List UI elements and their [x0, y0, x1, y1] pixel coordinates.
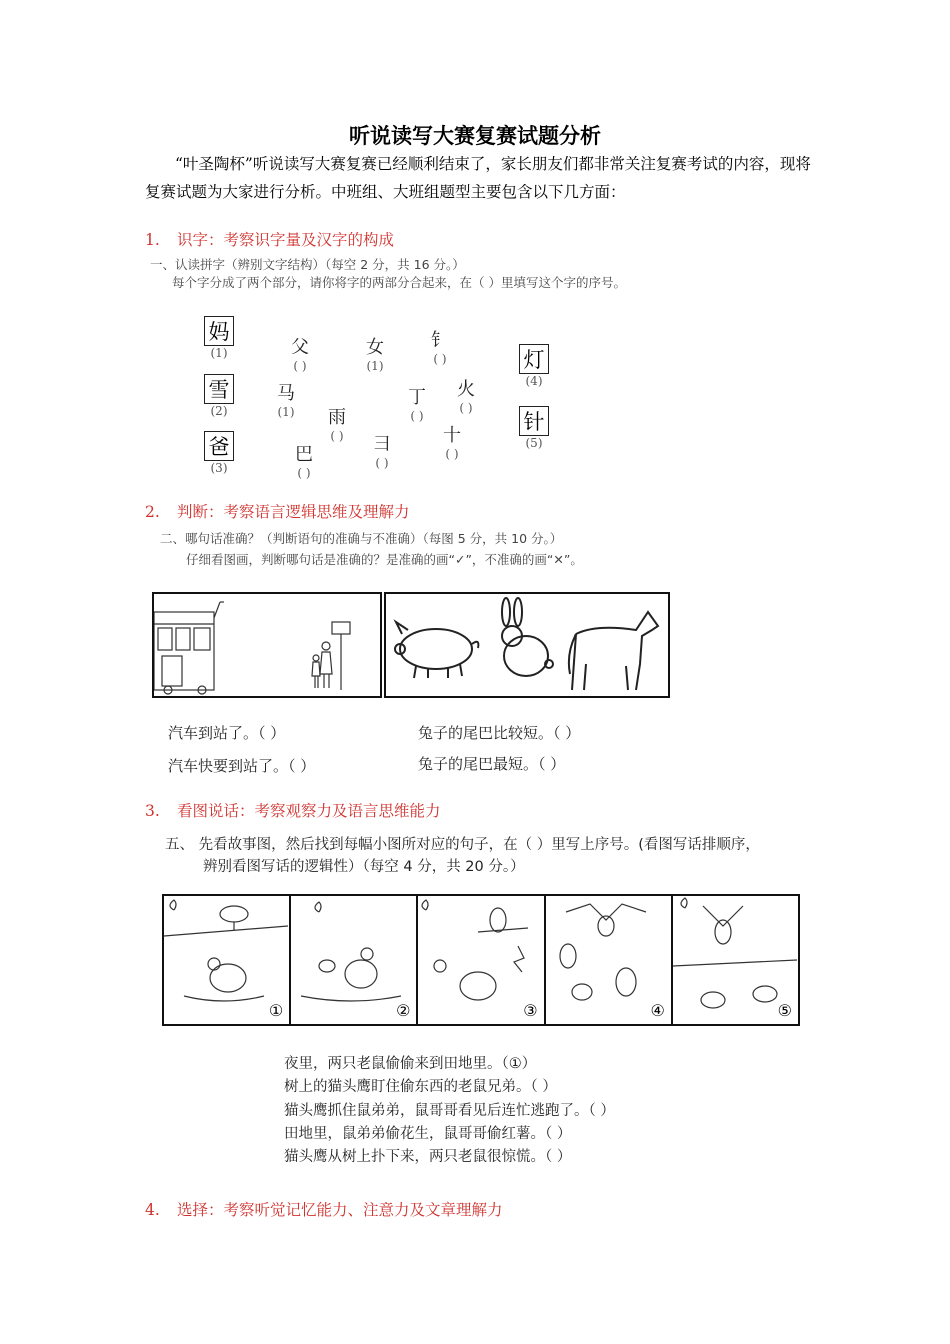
pig-rabbit-horse-illustration — [386, 594, 668, 696]
animals-picture — [384, 592, 670, 698]
page-title: 听说读写大赛复赛试题分析 — [349, 123, 601, 148]
fragment: 火 ( ) — [457, 379, 475, 415]
q1-instruction: 每个字分成了两个部分，请你将字的两部分合起来，在（ ）里填写这个字的序号。 — [172, 275, 626, 290]
section-text: 看图说话：考察观察力及语言思维能力 — [177, 802, 441, 820]
section-4-heading — [145, 1198, 503, 1220]
section-text: 判断：考察语言逻辑思维及理解力 — [177, 503, 410, 521]
story-sentence: 猫头鹰从树上扑下来，两只老鼠很惊慌。（ ） — [284, 1149, 572, 1165]
story-panel — [164, 896, 291, 1024]
panel-number: ③ — [523, 1001, 538, 1020]
q2-heading: 二、哪句话准确？（判断语句的准确与不准确）（每图 5 分，共 10 分。） — [160, 531, 563, 546]
char-number: (3) — [210, 461, 228, 475]
section-number: 4. — [145, 1201, 160, 1219]
story-panel — [291, 896, 418, 1024]
fragment: 雨 ( ) — [328, 407, 346, 443]
char-box: 爸 — [204, 431, 234, 461]
statement: 汽车到站了。（ ） — [168, 724, 286, 742]
section-2-heading — [145, 500, 410, 522]
panel-number: ② — [396, 1001, 411, 1020]
bus-illustration — [154, 594, 380, 696]
section-number: 1. — [145, 231, 160, 249]
story-panel — [673, 896, 798, 1024]
char-number: (4) — [525, 374, 543, 388]
char-box: 针 — [519, 406, 549, 436]
bus-stop-picture — [152, 592, 382, 698]
q1-heading: 一、认读拼字（辨别文字结构）（每空 2 分，共 16 分。） — [150, 257, 465, 272]
panel-number: ④ — [650, 1001, 665, 1020]
panel-number: ① — [268, 1001, 284, 1020]
char-number: (1) — [210, 346, 228, 360]
q1-char-5 — [519, 406, 549, 450]
q1-char-2 — [204, 374, 234, 418]
story-panel — [546, 896, 673, 1024]
fragment: 巴 ( ) — [295, 444, 313, 480]
story-panel — [418, 896, 545, 1024]
statement: 兔子的尾巴最短。（ ） — [418, 755, 566, 773]
section-text: 识字：考察识字量及汉字的构成 — [177, 231, 395, 249]
q3-heading-cont: 辨别看图写话的逻辑性）（每空 4 分，共 20 分。） — [203, 859, 525, 875]
fragment: 女 (1) — [366, 337, 384, 373]
fragment: 钅 ( ) — [431, 330, 449, 366]
intro-paragraph: “叶圣陶杯”听说读写大赛复赛已经顺利结束了，家长朋友们都非常关注复赛考试的内容，现将复赛试题为大家进行分析。中班组、大班组题型主要包含以下几方面： — [145, 155, 811, 201]
story-sentence: 夜里，两只老鼠偷偷来到田地里。（①） — [284, 1056, 537, 1072]
q3-heading: 五、 先看故事图，然后找到每幅小图所对应的句子，在（ ）里写上序号。(看图写话排顺序， — [165, 837, 760, 853]
q2-instruction: 仔细看图画，判断哪句话是准确的？是准确的画“✓”，不准确的画“✕”。 — [186, 552, 583, 567]
fragment: 十 ( ) — [443, 425, 461, 461]
char-number: (2) — [210, 404, 228, 418]
panel-number: ⑤ — [777, 1001, 793, 1020]
q1-char-1 — [204, 316, 234, 360]
q1-char-4 — [519, 344, 549, 388]
char-box: 灯 — [519, 344, 549, 374]
story-sentence: 田地里，鼠弟弟偷花生，鼠哥哥偷红薯。（ ） — [284, 1126, 572, 1142]
char-box: 雪 — [204, 374, 234, 404]
statement: 汽车快要到站了。（ ） — [168, 757, 316, 775]
fragment: 父 ( ) — [291, 337, 309, 373]
char-number: (5) — [525, 436, 543, 450]
statement: 兔子的尾巴比较短。（ ） — [418, 724, 581, 742]
section-number: 3. — [145, 802, 160, 820]
section-text: 选择：考察听觉记忆能力、注意力及文章理解力 — [177, 1201, 503, 1219]
story-strip — [162, 894, 800, 1026]
story-sentence: 树上的猫头鹰盯住偷东西的老鼠兄弟。（ ） — [284, 1079, 557, 1095]
section-number: 2. — [145, 503, 160, 521]
section-1-heading — [145, 228, 394, 250]
fragment: 丁 ( ) — [408, 387, 426, 423]
q1-char-3 — [204, 431, 234, 475]
section-3-heading — [145, 799, 441, 821]
fragment: 马 (1) — [277, 383, 295, 419]
story-sentence: 猫头鹰抓住鼠弟弟，鼠哥哥看见后连忙逃跑了。（ ） — [284, 1103, 615, 1119]
char-box: 妈 — [204, 316, 234, 346]
fragment: 彐 ( ) — [373, 434, 391, 470]
